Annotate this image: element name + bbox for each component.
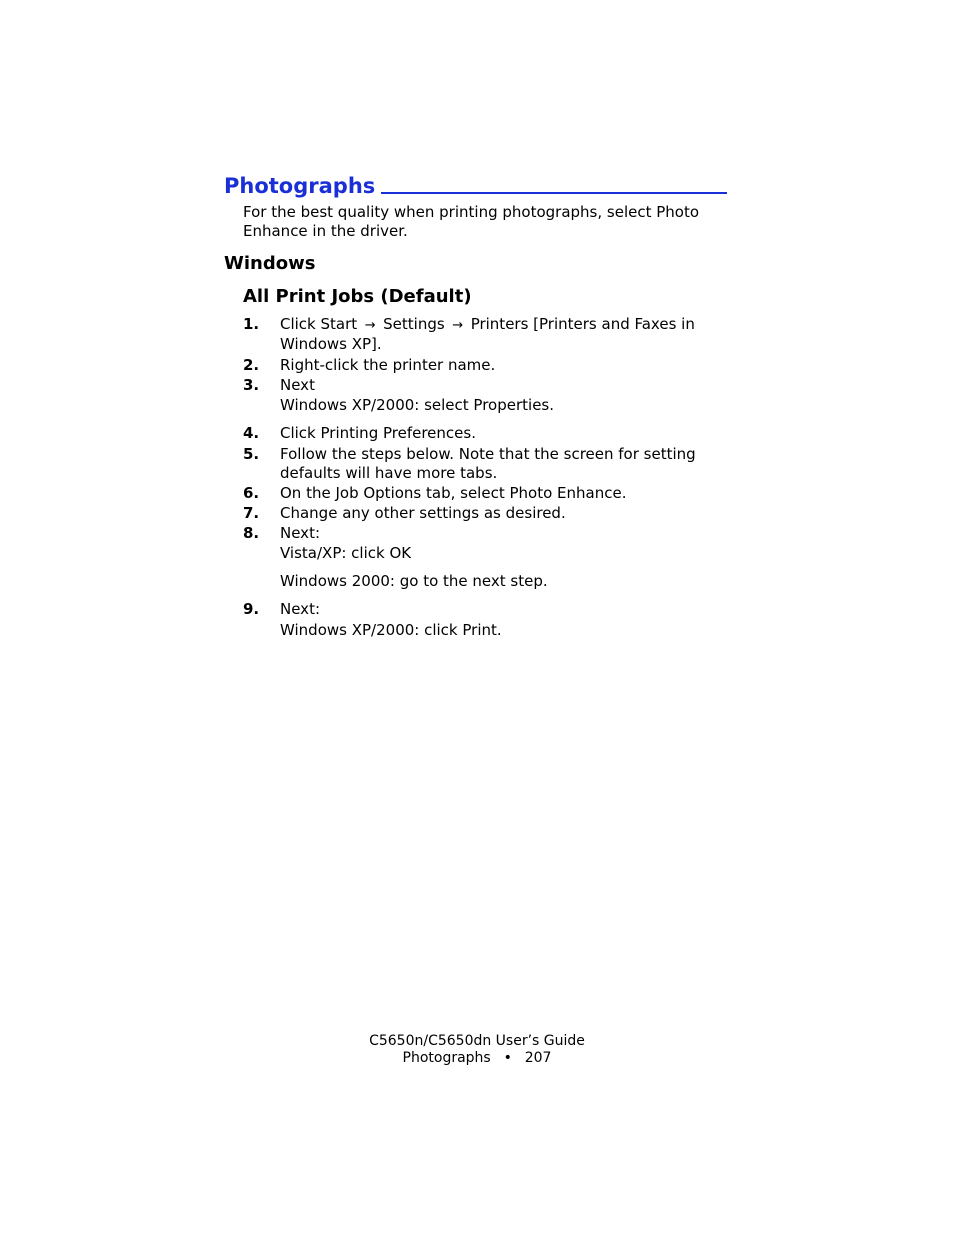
step-subtext: Windows 2000: go to the next step. [280, 572, 548, 590]
step-text: Change any other settings as desired. [280, 504, 566, 522]
step-body [280, 315, 728, 354]
step-text: Next: [280, 524, 320, 542]
bullet-icon: • [503, 1050, 512, 1066]
page-title-row [224, 168, 727, 198]
step-number: 7. [243, 504, 260, 522]
title-rule [381, 192, 727, 194]
step-body [280, 504, 728, 523]
step-subtext: Windows XP/2000: click Print. [280, 621, 502, 639]
step-body [280, 376, 728, 415]
step-text: Click Start [280, 315, 358, 333]
step-body [280, 524, 728, 591]
step-text: Settings [383, 315, 445, 333]
step-text: Printers [Printers and Faxes in Windows XP]. [280, 315, 695, 353]
step-number: 6. [243, 484, 260, 502]
footer-page-info [0, 1050, 954, 1067]
step-text: On the Job Options tab, select Photo Enhance. [280, 484, 627, 502]
right-arrow-icon: → [452, 318, 464, 333]
step-number: 8. [243, 524, 260, 542]
step-text: Right-click the printer name. [280, 356, 496, 374]
step-body [280, 445, 728, 483]
step-number: 5. [243, 445, 260, 463]
subsection-heading: All Print Jobs (Default) [243, 286, 472, 307]
step-text: Follow the steps below. Note that the screen for setting defaults will have more tabs. [280, 445, 696, 482]
step-body [280, 356, 728, 375]
footer-section: Photographs [402, 1050, 491, 1066]
step-text: Click Printing Preferences. [280, 424, 476, 442]
page-title: Photographs [224, 174, 376, 198]
step-body [280, 424, 728, 443]
step-subtext: Windows XP/2000: select Properties. [280, 396, 555, 414]
step-number: 4. [243, 424, 260, 442]
step-body [280, 484, 728, 503]
right-arrow-icon: → [364, 318, 376, 333]
step-text: Next: [280, 600, 320, 618]
footer-page-number: 207 [524, 1050, 552, 1066]
step-body [280, 600, 728, 640]
footer-guide-title: C5650n/C5650dn User’s Guide [369, 1033, 585, 1049]
step-number: 3. [243, 376, 260, 394]
step-number: 2. [243, 356, 260, 374]
step-number: 9. [243, 600, 260, 618]
step-subtext: Vista/XP: click OK [280, 544, 412, 562]
intro-paragraph: For the best quality when printing photographs, select Photo Enhance in the driver. [243, 203, 700, 240]
step-number: 1. [243, 315, 260, 333]
step-text: Next [280, 376, 315, 394]
section-heading: Windows [224, 253, 316, 274]
